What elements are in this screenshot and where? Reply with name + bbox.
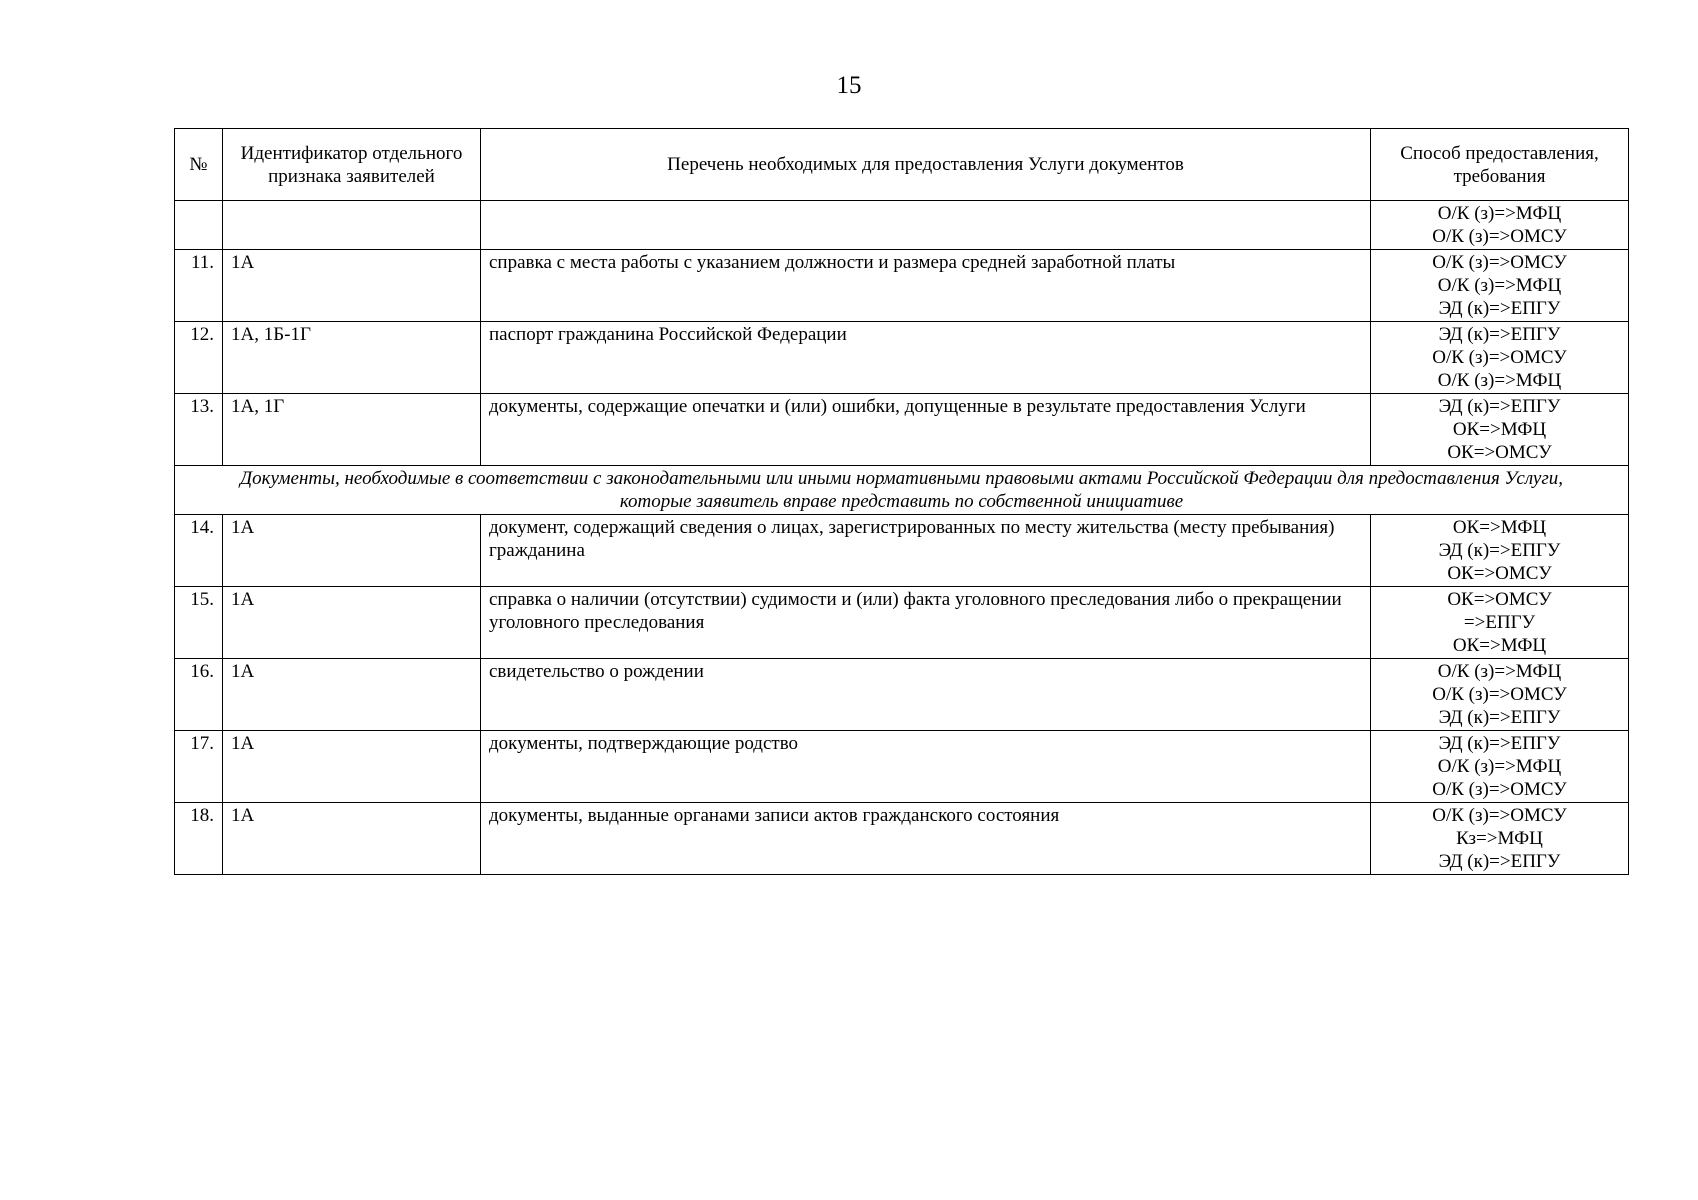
method-line: О/К (з)=>ОМСУ: [1432, 226, 1567, 247]
method-line: =>ЕПГУ: [1463, 612, 1536, 633]
row-identifier: 1А: [223, 731, 481, 803]
method-line: О/К (з)=>МФЦ: [1437, 661, 1562, 682]
method-line: О/К (з)=>ОМСУ: [1432, 252, 1567, 273]
method-line: О/К (з)=>МФЦ: [1437, 203, 1562, 224]
section-title-line: которые заявитель вправе представить по собственной инициативе: [619, 491, 1184, 512]
method-line: О/К (з)=>ОМСУ: [1432, 347, 1567, 368]
method-line: ОК=>ОМСУ: [1447, 589, 1552, 610]
row-document: свидетельство о рождении: [481, 659, 1371, 731]
documents-table: [174, 128, 1629, 875]
table-row: [175, 394, 1629, 466]
row-document: документы, выданные органами записи актов гражданского состояния: [481, 803, 1371, 875]
row-document: документ, содержащий сведения о лицах, зарегистрированных по месту жительства (месту пребывания) гражданина: [481, 515, 1371, 587]
row-num: [175, 201, 223, 250]
method-line: ЭД (к)=>ЕПГУ: [1438, 298, 1561, 319]
table-row: [175, 587, 1629, 659]
row-num: 11.: [175, 250, 223, 322]
header-method: Способ предоставления, требования: [1371, 129, 1629, 201]
method-line: ЭД (к)=>ЕПГУ: [1438, 324, 1561, 345]
row-document: документы, подтверждающие родство: [481, 731, 1371, 803]
row-document: справка о наличии (отсутствии) судимости и (или) факта уголовного преследования либо о прекращении уголовного преследования: [481, 587, 1371, 659]
row-identifier: 1А, 1Г: [223, 394, 481, 466]
method-line: О/К (з)=>ОМСУ: [1432, 805, 1567, 826]
row-document: документы, содержащие опечатки и (или) ошибки, допущенные в результате предоставления Услуги: [481, 394, 1371, 466]
method-line: О/К (з)=>МФЦ: [1437, 756, 1562, 777]
row-identifier: 1А: [223, 659, 481, 731]
method-line: О/К (з)=>ОМСУ: [1432, 684, 1567, 705]
table-row: [175, 659, 1629, 731]
method-line: ОК=>МФЦ: [1452, 419, 1547, 440]
row-num: 14.: [175, 515, 223, 587]
method-line: ЭД (к)=>ЕПГУ: [1438, 733, 1561, 754]
row-document: [481, 201, 1371, 250]
row-methods: [1371, 587, 1629, 659]
row-methods: [1371, 394, 1629, 466]
section-header-row: [175, 466, 1629, 515]
method-line: ОК=>МФЦ: [1452, 635, 1547, 656]
row-document: справка с места работы с указанием должности и размера средней заработной платы: [481, 250, 1371, 322]
row-identifier: 1А: [223, 803, 481, 875]
table-row: [175, 803, 1629, 875]
method-line: О/К (з)=>ОМСУ: [1432, 779, 1567, 800]
row-identifier: 1А, 1Б-1Г: [223, 322, 481, 394]
method-line: О/К (з)=>МФЦ: [1437, 370, 1562, 391]
row-identifier: 1А: [223, 250, 481, 322]
table-row: [175, 731, 1629, 803]
row-num: 18.: [175, 803, 223, 875]
table-header-row: [175, 129, 1629, 201]
row-num: 16.: [175, 659, 223, 731]
section-title-line: Документы, необходимые в соответствии с законодательными или иными нормативными правовыми актами Российской Федерации для предоставления Услуги,: [240, 468, 1563, 489]
method-line: О/К (з)=>МФЦ: [1437, 275, 1562, 296]
method-line: ЭД (к)=>ЕПГУ: [1438, 707, 1561, 728]
table-row: [175, 515, 1629, 587]
row-identifier: [223, 201, 481, 250]
row-num: 13.: [175, 394, 223, 466]
row-methods: [1371, 201, 1629, 250]
row-methods: [1371, 322, 1629, 394]
header-num: №: [175, 129, 223, 201]
row-methods: [1371, 659, 1629, 731]
method-line: ОК=>ОМСУ: [1447, 442, 1552, 463]
row-methods: [1371, 803, 1629, 875]
row-methods: [1371, 515, 1629, 587]
method-line: ЭД (к)=>ЕПГУ: [1438, 851, 1561, 872]
row-num: 15.: [175, 587, 223, 659]
section-title: [175, 466, 1629, 515]
row-num: 17.: [175, 731, 223, 803]
row-identifier: 1А: [223, 587, 481, 659]
method-line: ЭД (к)=>ЕПГУ: [1438, 396, 1561, 417]
header-identifier: Идентификатор отдельного признака заявителей: [223, 129, 481, 201]
row-methods: [1371, 250, 1629, 322]
header-documents: Перечень необходимых для предоставления Услуги документов: [481, 129, 1371, 201]
row-identifier: 1А: [223, 515, 481, 587]
continuation-row: [175, 201, 1629, 250]
row-num: 12.: [175, 322, 223, 394]
method-line: ОК=>МФЦ: [1452, 517, 1547, 538]
table-row: [175, 322, 1629, 394]
method-line: ЭД (к)=>ЕПГУ: [1438, 540, 1561, 561]
page-number: 15: [836, 72, 862, 99]
method-line: Кз=>МФЦ: [1456, 828, 1543, 849]
row-document: паспорт гражданина Российской Федерации: [481, 322, 1371, 394]
row-methods: [1371, 731, 1629, 803]
method-line: ОК=>ОМСУ: [1447, 563, 1552, 584]
table-row: [175, 250, 1629, 322]
